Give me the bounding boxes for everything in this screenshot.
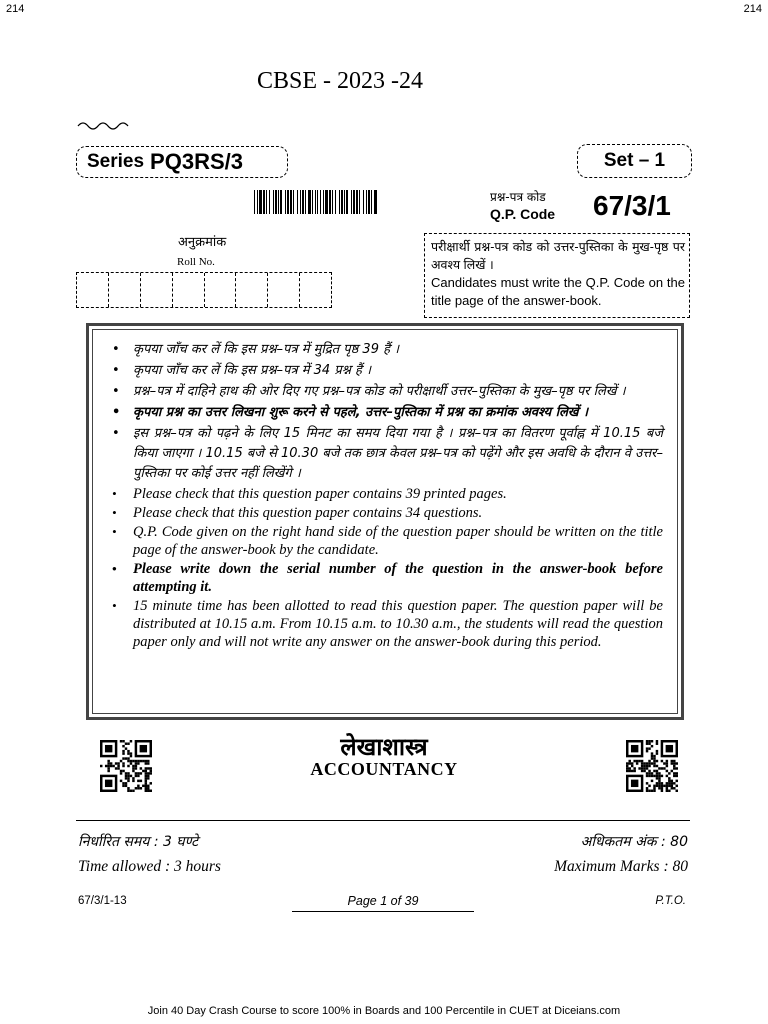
instruction-item: • 15 minute time has been allotted to read this question paper. The question paper will be distributed at 10.15 a.m. From 10.15 a.m. to 10.30 a.m., the students will read the question paper only and will not write any answer on the answer-book during this period. <box>109 597 663 651</box>
candidate-note-english: Candidates must write the Q.P. Code on the title page of the answer-book. <box>431 275 685 308</box>
roll-box <box>236 273 268 307</box>
roll-number-boxes <box>76 272 332 308</box>
instructions-box <box>86 323 684 720</box>
time-allowed-english: Time allowed : 3 hours <box>78 858 221 875</box>
roll-box <box>109 273 141 307</box>
roll-box <box>205 273 237 307</box>
instruction-item: • प्रश्न–पत्र में दाहिने हाथ की ओर दिए गए प्रश्न–पत्र कोड को परीक्षार्थी उत्तर–पुस्तिका के मुख–पृष्ठ पर लिखें । <box>109 382 663 402</box>
set-box: Set – 1 <box>577 144 692 178</box>
qp-code-label-english: Q.P. Code <box>490 206 556 222</box>
instruction-item: • कृपया जाँच कर लें कि इस प्रश्न–पत्र में 34 प्रश्न हैं । <box>109 361 663 381</box>
footer-paper-code: 67/3/1-13 <box>78 895 127 907</box>
series-value: PQ3RS/3 <box>150 149 243 174</box>
roll-box <box>141 273 173 307</box>
time-allowed-hindi: निर्धारित समय : 3 घण्टे <box>78 834 199 850</box>
roll-box <box>268 273 300 307</box>
roll-no-label-hindi: अनुक्रमांक <box>178 235 227 250</box>
instruction-item: • Q.P. Code given on the right hand side of the question paper should be written on the title page of the answer-book by the candidate. <box>109 523 663 559</box>
instruction-item: • कृपया जाँच कर लें कि इस प्रश्न–पत्र में मुद्रित पृष्ठ 39 हैं । <box>109 340 663 360</box>
roll-box <box>77 273 109 307</box>
roll-no-label-english: Roll No. <box>177 256 215 268</box>
instruction-item: • Please check that this question paper contains 34 questions. <box>109 504 663 522</box>
footer-page-number: Page 1 of 39 <box>347 894 419 908</box>
series-box <box>76 146 288 178</box>
wave-ornament-icon <box>76 118 132 130</box>
subject-title-hindi: लेखाशास्त्र <box>340 733 428 761</box>
footer-pto: P.T.O. <box>655 895 686 907</box>
divider <box>76 820 690 821</box>
instructions-inner-frame <box>92 329 678 714</box>
instruction-item: • Please write down the serial number of the question in the answer-book before attempting it. <box>109 560 663 596</box>
exam-title: CBSE - 2023 -24 <box>256 68 423 94</box>
qp-code-value: 67/3/1 <box>593 190 671 221</box>
max-marks-hindi: अधिकतम अंक : 80 <box>580 834 688 850</box>
candidate-note-box <box>424 233 690 318</box>
candidate-note-hindi: परीक्षार्थी प्रश्न-पत्र कोड को उत्तर-पुस्तिका के मुख-पृष्ठ पर अवश्य लिखें । <box>431 240 685 272</box>
instructions-list <box>109 340 663 651</box>
corner-page-number-right: 214 <box>743 3 762 15</box>
instruction-item: • कृपया प्रश्न का उत्तर लिखना शुरू करने से पहले, उत्तर–पुस्तिका में प्रश्न का क्रमांक अवश्य लिखें । <box>109 403 663 423</box>
instruction-item: • Please check that this question paper contains 39 printed pages. <box>109 485 663 503</box>
corner-page-number-left: 214 <box>6 3 25 15</box>
roll-box <box>173 273 205 307</box>
barcode-icon <box>254 190 378 214</box>
footer-divider <box>292 911 474 912</box>
max-marks-english: Maximum Marks : 80 <box>554 858 688 875</box>
subject-title-english: ACCOUNTANCY <box>310 759 458 779</box>
series-label: Series <box>87 151 145 172</box>
instruction-item: • इस प्रश्न–पत्र को पढ़ने के लिए 15 मिनट का समय दिया गया है । प्रश्न–पत्र का वितरण पूर्वाह्न में 10.15 बजे किया जाएगा । 10.15 बजे से 10.30 बजे तक छात्र केवल प्रश्न–पत्र को पढ़ेंगे और इस अवधि के दौरान वे उत्तर–पुस्तिका पर कोई उत्तर नहीं लिखेंगे । <box>109 424 663 484</box>
qp-code-label-hindi: प्रश्न-पत्र कोड <box>490 190 546 204</box>
roll-box <box>300 273 331 307</box>
promo-footer-text: Join 40 Day Crash Course to score 100% in Boards and 100 Percentile in CUET at Diceians.com <box>147 1005 621 1017</box>
